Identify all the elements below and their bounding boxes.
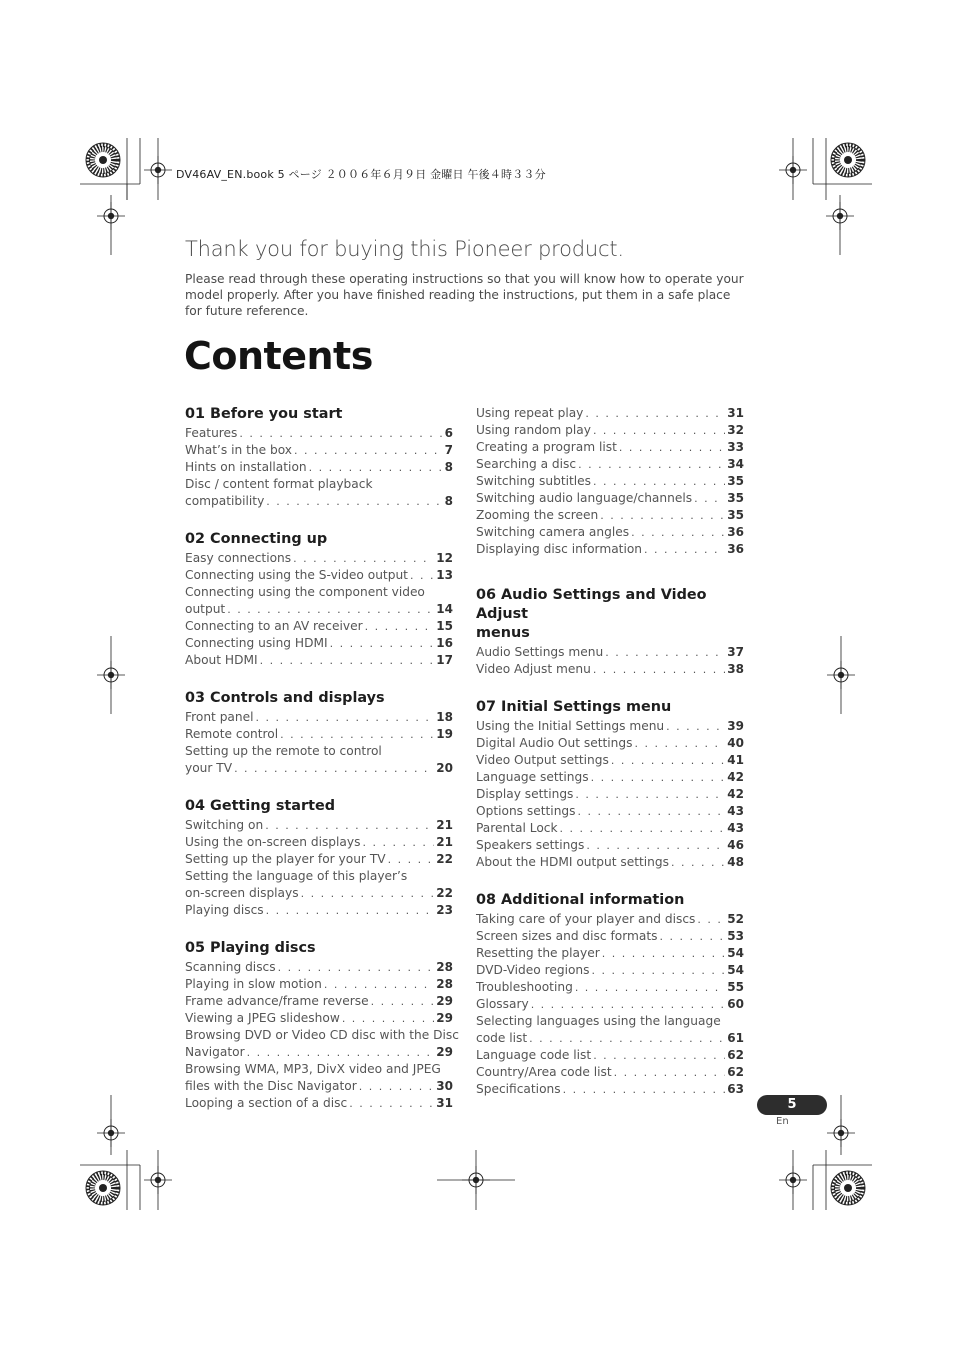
toc-entry[interactable]: Easy connections . . . 12 [185,550,453,567]
page-number: 18 [436,710,453,724]
toc-entry[interactable]: Switching camera angles . . . 36 [476,524,744,541]
toc-section-getting-started [185,797,453,919]
page-number-badge: 5 [757,1095,827,1115]
toc-entry[interactable]: output . . . 14 [185,601,453,618]
page-number: 53 [727,929,744,943]
page-number: 63 [727,1082,744,1096]
toc-entry[interactable]: Zooming the screen . . . 35 [476,507,744,524]
page-number: 38 [727,662,744,676]
page-number: 29 [436,1011,453,1025]
page-number: 28 [436,960,453,974]
toc-entry[interactable]: Playing discs . . . 23 [185,902,453,919]
registration-star-icon [831,143,865,177]
toc-entry[interactable]: Hints on installation . . . 8 [185,459,453,476]
book-file-header: DV46AV_EN.book 5 ページ ２００６年６月９日 金曜日 午後４時３３分 [176,168,546,181]
page-number: 30 [436,1079,453,1093]
page-number: 46 [727,838,744,852]
page-number: 21 [436,835,453,849]
page-number: 41 [727,753,744,767]
page-number: 15 [436,619,453,633]
page-number: 23 [436,903,453,917]
page-number: 13 [436,568,453,582]
toc-entry[interactable]: Speakers settings . . . 46 [476,837,744,854]
toc-entry[interactable]: Country/Area code list . . . 62 [476,1064,744,1081]
section-title: 05 Playing discs [185,940,316,956]
toc-entry-first-line[interactable]: Setting up the remote to control [185,744,382,758]
toc-entry[interactable]: Switching on . . . 21 [185,817,453,834]
page-number: 19 [436,727,453,741]
section-title: 04 Getting started [185,798,336,814]
toc-section-playing-discs-continued [476,405,744,558]
toc-entry[interactable]: Using the on-screen displays . . . 21 [185,834,453,851]
page-number: 29 [436,994,453,1008]
toc-entry[interactable]: Video Adjust menu . . . 38 [476,661,744,678]
toc-entry-first-line[interactable]: Disc / content format playback [185,477,373,491]
page-number: 62 [727,1048,744,1062]
toc-entry[interactable]: Taking care of your player and discs . . . 52 [476,911,744,928]
page-number: 62 [727,1065,744,1079]
section-title: 01 Before you start [185,406,343,422]
page-number: 16 [436,636,453,650]
toc-section-initial-settings [476,698,744,871]
toc-entry[interactable]: Options settings . . . 43 [476,803,744,820]
thank-you-heading: Thank you for buying this Pioneer product. [185,237,624,261]
page-number: 52 [727,912,744,926]
page-number: 20 [436,761,453,775]
section-title: 02 Connecting up [185,531,328,547]
page-number: 61 [727,1031,744,1045]
toc-entry[interactable]: Looping a section of a disc . . . 31 [185,1095,453,1112]
page-number: 6 [444,426,453,440]
toc-entry[interactable]: files with the Disc Navigator . . . 30 [185,1078,453,1095]
page-number: 28 [436,977,453,991]
toc-section-before-you-start [185,405,453,510]
page-number: 7 [444,443,453,457]
contents-title: Contents [184,334,373,378]
page-number: 35 [727,491,744,505]
section-title: 03 Controls and displays [185,690,385,706]
registration-star-icon [831,1171,865,1205]
toc-entry-first-line[interactable]: Browsing DVD or Video CD disc with the Disc [185,1028,459,1042]
toc-entry[interactable]: compatibility . . . 8 [185,493,453,510]
toc-section-additional-information [476,891,744,1098]
toc-entry[interactable]: Playing in slow motion . . . 28 [185,976,453,993]
toc-entry[interactable]: code list . . . 61 [476,1030,744,1047]
toc-entry[interactable]: Searching a disc . . . 34 [476,456,744,473]
page-number: 43 [727,821,744,835]
page-number: 42 [727,770,744,784]
page-number: 39 [727,719,744,733]
page-number: 42 [727,787,744,801]
toc-entry[interactable]: Switching audio language/channels . . . 35 [476,490,744,507]
page-number: 14 [436,602,453,616]
toc-entry[interactable]: Display settings . . . 42 [476,786,744,803]
language-label: En [776,1116,789,1127]
page-number: 54 [727,946,744,960]
page-number: 60 [727,997,744,1011]
page-number: 12 [436,551,453,565]
toc-entry[interactable]: Parental Lock . . . 43 [476,820,744,837]
toc-section-audio-video-menus [476,586,744,678]
toc-entry-first-line[interactable]: Setting the language of this player’s [185,869,408,883]
toc-entry-first-line[interactable]: Browsing WMA, MP3, DivX video and JPEG [185,1062,441,1076]
toc-entry[interactable]: Scanning discs . . . 28 [185,959,453,976]
page-number: 36 [727,525,744,539]
page-number: 22 [436,852,453,866]
toc-entry-first-line[interactable]: Selecting languages using the language [476,1014,721,1028]
toc-entry-first-line[interactable]: Connecting using the component video [185,585,425,599]
toc-entry[interactable]: Using random play . . . 32 [476,422,744,439]
section-title: 08 Additional information [476,892,685,908]
toc-entry[interactable]: Troubleshooting . . . 55 [476,979,744,996]
page-number: 21 [436,818,453,832]
toc-entry[interactable]: Setting up the player for your TV . . . 22 [185,851,453,868]
toc-entry[interactable]: Glossary . . . 60 [476,996,744,1013]
page-number: 37 [727,645,744,659]
page-number: 29 [436,1045,453,1059]
registration-star-icon [86,1171,120,1205]
toc-entry[interactable]: Language code list . . . 62 [476,1047,744,1064]
toc-entry[interactable]: Using the Initial Settings menu . . . 39 [476,718,744,735]
toc-entry[interactable]: DVD-Video regions . . . 54 [476,962,744,979]
toc-section-controls-and-displays [185,689,453,777]
page-number: 32 [727,423,744,437]
page-number: 33 [727,440,744,454]
toc-entry[interactable]: What’s in the box . . . 7 [185,442,453,459]
toc-entry[interactable]: Front panel . . . 18 [185,709,453,726]
toc-entry[interactable]: Connecting to an AV receiver . . . 15 [185,618,453,635]
toc-entry[interactable]: Screen sizes and disc formats . . . 53 [476,928,744,945]
section-title: 07 Initial Settings menu [476,699,672,715]
section-title: 06 Audio Settings and Video Adjust menus [476,587,707,641]
toc-entry[interactable]: About HDMI . . . 17 [185,652,453,669]
page-number: 48 [727,855,744,869]
toc-entry[interactable]: Language settings . . . 42 [476,769,744,786]
toc-entry[interactable]: Connecting using the S-video output . . . 13 [185,567,453,584]
toc-entry[interactable]: Displaying disc information . . . 36 [476,541,744,558]
toc-entry[interactable]: on-screen displays . . . 22 [185,885,453,902]
toc-entry[interactable]: Audio Settings menu . . . 37 [476,644,744,661]
toc-entry[interactable]: Digital Audio Out settings . . . 40 [476,735,744,752]
toc-left-column [185,405,459,1132]
toc-entry[interactable]: Viewing a JPEG slideshow . . . 29 [185,1010,453,1027]
page-number: 35 [727,508,744,522]
page-number: 31 [727,406,744,420]
toc-entry[interactable]: Features . . . 6 [185,425,453,442]
toc-entry[interactable]: Using repeat play . . . 31 [476,405,744,422]
toc-section-playing-discs [185,939,459,1112]
page-number: 34 [727,457,744,471]
page-number: 8 [444,460,453,474]
toc-entry[interactable]: Frame advance/frame reverse . . . 29 [185,993,453,1010]
page-number: 43 [727,804,744,818]
page-number: 40 [727,736,744,750]
toc-entry[interactable]: Remote control . . . 19 [185,726,453,743]
toc-right-column [476,405,744,1118]
toc-entry[interactable]: About the HDMI output settings . . . 48 [476,854,744,871]
intro-paragraph: Please read through these operating instructions so that you will know how to operate your model properly. After you have finished reading the instructions, put them in a safe place for future reference. [185,272,744,318]
toc-entry[interactable]: Navigator . . . 29 [185,1044,453,1061]
toc-section-connecting-up [185,530,453,669]
toc-entry[interactable]: your TV . . . 20 [185,760,453,777]
toc-entry[interactable]: Switching subtitles . . . 35 [476,473,744,490]
page-number: 55 [727,980,744,994]
toc-entry[interactable]: Resetting the player . . . 54 [476,945,744,962]
toc-entry[interactable]: Connecting using HDMI . . . 16 [185,635,453,652]
page-number: 31 [436,1096,453,1110]
toc-entry[interactable]: Video Output settings . . . 41 [476,752,744,769]
toc-entry[interactable]: Creating a program list . . . 33 [476,439,744,456]
page-number: 35 [727,474,744,488]
registration-star-icon [86,143,120,177]
page-number: 8 [444,494,453,508]
page-number: 54 [727,963,744,977]
page-number: 17 [436,653,453,667]
page-number: 22 [436,886,453,900]
page-number: 36 [727,542,744,556]
toc-entry[interactable]: Specifications . . . 63 [476,1081,744,1098]
